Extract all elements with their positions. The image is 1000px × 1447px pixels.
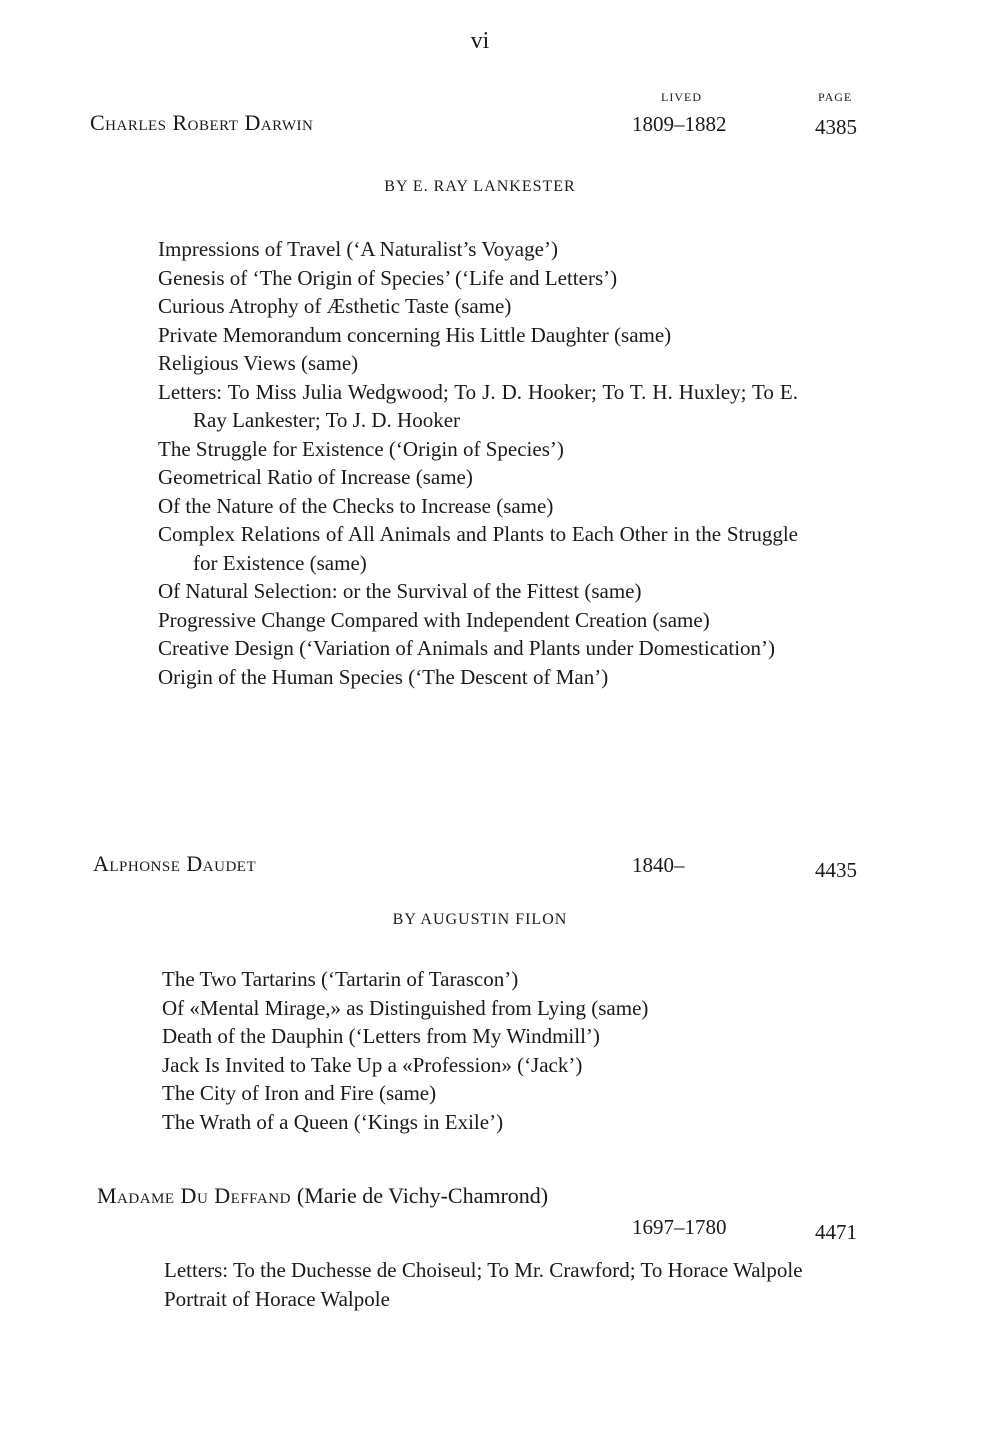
entry-title: Curious Atrophy of Æsthetic Taste (same)	[158, 294, 512, 318]
page-folio: vi	[470, 28, 490, 54]
entry-title: Of Natural Selection: or the Survival of the Fittest (same)	[158, 579, 642, 603]
entry-title: The City of Iron and Fire (same)	[162, 1081, 437, 1105]
entry-title: Jack Is Invited to Take Up a «Profession» (‘Jack’)	[162, 1052, 583, 1077]
author-darwin: Charles Robert Darwin	[90, 110, 314, 135]
entry-title: Letters: To the Duchesse de Choiseul; To Mr. Crawford; To Horace Walpole	[164, 1258, 803, 1282]
entry-title: Letters: To Miss Julia Wedgwood; To J. D. Hooker; To T. H. Huxley; To E. Ray Lankester; To J. D. Hooker	[158, 379, 798, 432]
entries-daudet	[162, 965, 802, 1136]
entry-title: Impressions of Travel (‘A Naturalist’s Voyage’)	[158, 237, 558, 261]
lived-daudet: 1840–	[632, 853, 685, 877]
entry-title: The Two Tartarins (‘Tartarin of Tarascon’)	[162, 967, 519, 991]
byline-darwin: BY E. RAY LANKESTER	[384, 178, 576, 195]
entry-title: Portrait of Horace Walpole	[164, 1286, 390, 1311]
entry-title: Genesis of ‘The Origin of Species’ (‘Life and Letters’)	[158, 265, 618, 290]
entry-title: The Struggle for Existence (‘Origin of Species’)	[158, 436, 564, 461]
entry-title: Geometrical Ratio of Increase (same)	[158, 465, 473, 489]
entry-title: Private Memorandum concerning His Little Daughter (same)	[158, 322, 672, 347]
author-du-deffand	[97, 1183, 548, 1209]
author-daudet: Alphonse Daudet	[93, 851, 257, 876]
byline-daudet: BY AUGUSTIN FILON	[392, 911, 568, 928]
entry-title: Complex Relations of All Animals and Plants to Each Other in the Struggle for Existence (same)	[158, 522, 798, 575]
entry-title: Religious Views (same)	[158, 351, 359, 375]
entry-title: Progressive Change Compared with Independent Creation (same)	[158, 607, 710, 632]
entries-du-deffand	[164, 1256, 804, 1313]
author-name: Madame Du Deffand	[97, 1183, 291, 1208]
entries-darwin	[158, 235, 798, 691]
entry-title: The Wrath of a Queen (‘Kings in Exile’)	[162, 1109, 504, 1134]
lived-column-heading: LIVED	[661, 90, 702, 104]
entry-title: Death of the Dauphin (‘Letters from My Windmill’)	[162, 1024, 600, 1048]
page-column-heading: PAGE	[818, 90, 853, 104]
entry-title: Creative Design (‘Variation of Animals and Plants under Domestication’)	[158, 636, 776, 660]
entry-title: Of the Nature of the Checks to Increase (same)	[158, 493, 554, 518]
page-daudet: 4435	[815, 858, 857, 882]
entry-title: Of «Mental Mirage,» as Distinguished from Lying (same)	[162, 995, 649, 1020]
lived-darwin: 1809–1882	[632, 112, 727, 136]
lived-du-deffand: 1697–1780	[632, 1215, 727, 1239]
page-du-deffand: 4471	[815, 1220, 857, 1244]
author-full-name: (Marie de Vichy-Chamrond)	[296, 1183, 549, 1208]
page-darwin: 4385	[815, 115, 857, 139]
entry-title: Origin of the Human Species (‘The Descent of Man’)	[158, 664, 609, 689]
